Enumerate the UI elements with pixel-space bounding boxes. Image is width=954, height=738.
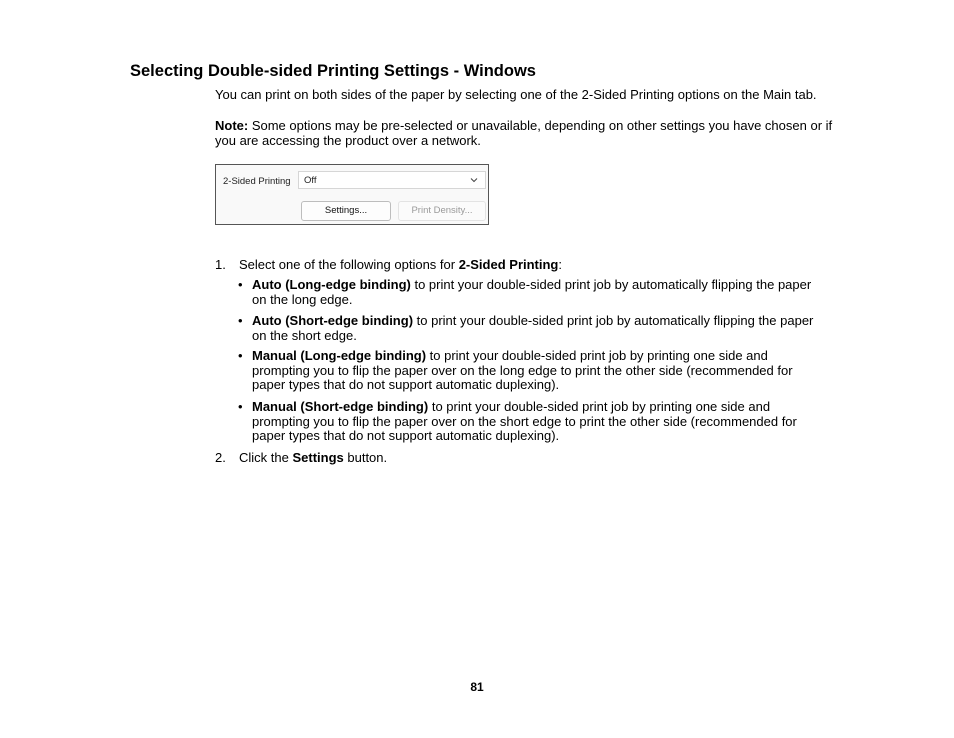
- step-text-after: button.: [343, 450, 388, 465]
- step-text-before: Click the: [239, 450, 293, 465]
- settings-button[interactable]: Settings...: [301, 201, 391, 221]
- two-sided-printing-panel: [215, 164, 489, 225]
- page-title: Selecting Double-sided Printing Settings - Windows: [130, 62, 536, 80]
- option-description: to print your double-sided print job by printing one side and prompting you to flip the paper over on the long edge to print the other side (recommended for paper types that do not support automatic duplexing).: [252, 348, 793, 392]
- bullet-icon: •: [238, 277, 243, 292]
- step-text-after: :: [558, 257, 562, 272]
- intro-paragraph: You can print on both sides of the paper by selecting one of the 2-Sided Printing options on the Main tab.: [215, 87, 817, 102]
- two-sided-printing-label: 2-Sided Printing: [223, 176, 291, 187]
- chevron-down-icon: [469, 175, 479, 185]
- option-text: [252, 349, 827, 393]
- two-sided-printing-select[interactable]: [298, 171, 486, 189]
- note-label: Note:: [215, 118, 249, 133]
- option-text: [252, 278, 827, 307]
- step-text-bold: 2-Sided Printing: [458, 257, 559, 272]
- print-density-button[interactable]: Print Density...: [398, 201, 486, 221]
- option-name: Manual (Short-edge binding): [252, 399, 429, 414]
- step-number: 2.: [215, 450, 226, 465]
- select-value: Off: [304, 175, 317, 186]
- page-number: 81: [470, 680, 484, 694]
- step-text: [239, 257, 562, 272]
- option-description: to print your double-sided print job by automatically flipping the paper on the long edge.: [252, 277, 812, 307]
- step-text-bold: Settings: [292, 450, 344, 465]
- option-description: to print your double-sided print job by automatically flipping the paper on the short edge.: [252, 313, 814, 343]
- step-text: [239, 450, 387, 465]
- bullet-icon: •: [238, 313, 243, 328]
- bullet-icon: •: [238, 399, 243, 414]
- step-number: 1.: [215, 257, 226, 272]
- note-paragraph: [215, 118, 835, 148]
- option-text: [252, 400, 827, 444]
- note-text: Some options may be pre-selected or unavailable, depending on other settings you have chosen or if you are accessing the product over a network.: [215, 118, 833, 148]
- option-name: Auto (Short-edge binding): [252, 313, 414, 328]
- option-name: Manual (Long-edge binding): [252, 348, 427, 363]
- step-text-before: Select one of the following options for: [239, 257, 459, 272]
- option-text: [252, 314, 827, 343]
- option-description: to print your double-sided print job by printing one side and prompting you to flip the paper over on the short edge to print the other side (recommended for paper types that do not support automatic duplexing).: [252, 399, 797, 443]
- option-name: Auto (Long-edge binding): [252, 277, 411, 292]
- bullet-icon: •: [238, 348, 243, 363]
